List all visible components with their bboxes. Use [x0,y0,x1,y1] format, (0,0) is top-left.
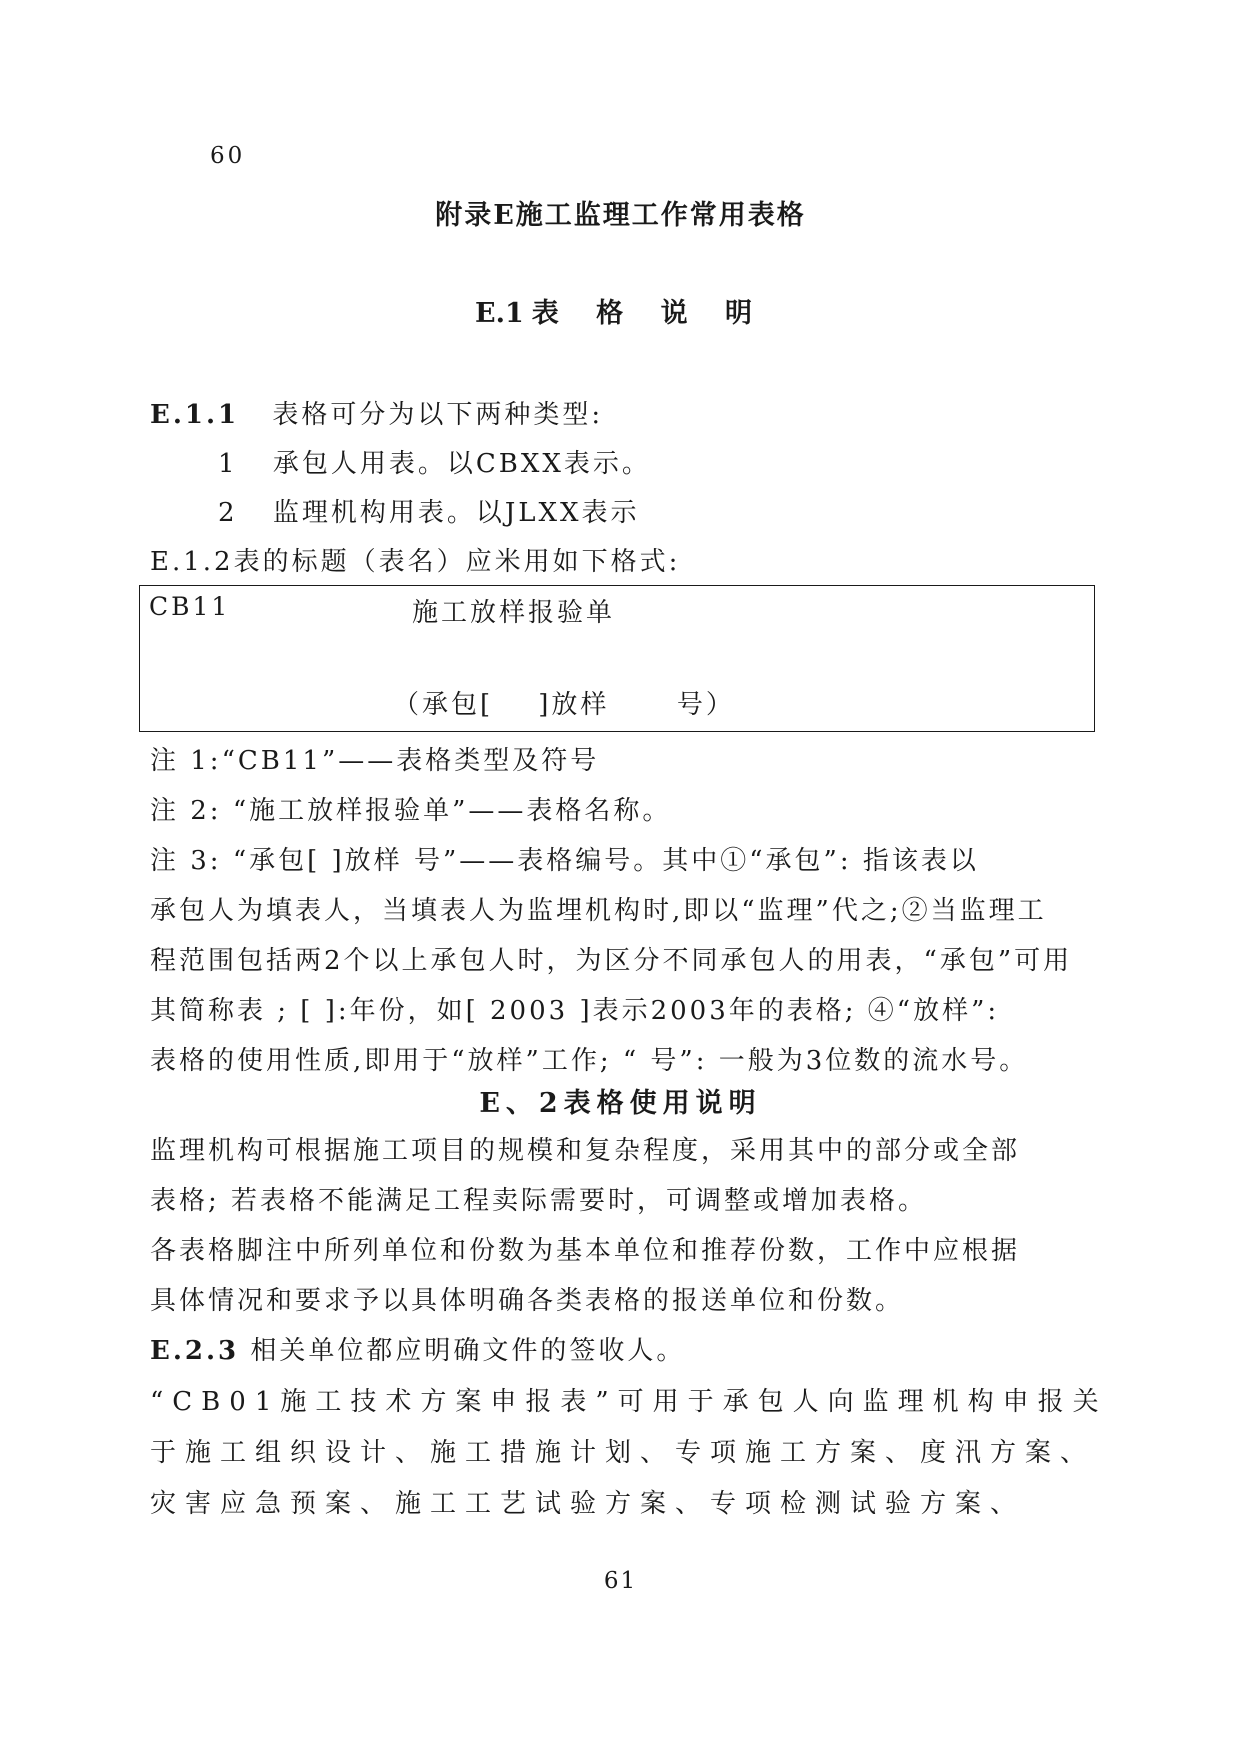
clause-e-1-1 [150,394,603,431]
form-number-format: （承包[ ]放样 号） [393,690,735,720]
section-number: E.1 [475,298,524,329]
section-heading-e1 [0,291,1241,330]
title-format-sample-box [139,585,1095,732]
clause-e-2-3 [150,1330,685,1367]
list-item-index: 2 [218,498,238,528]
paragraph-line: 各表格脚注中所列单位和份数为基本单位和推荐份数，工作中应根据 [150,1236,1021,1266]
paragraph-line: “CB01施工技术方案申报表”可用于承包人向监理机构申报关 [150,1387,1108,1417]
note-1: 注 1:“CB11”——表格类型及符号 [150,746,600,776]
clause-e-1-2: E.1.2表的标题（表名）应米用如下格式: [150,547,681,577]
note-3-line: 其简称表 ; [ ]:年份，如[ 2003 ]表示2003年的表格; ④“放样”: [150,996,1000,1026]
appendix-title: 附录E施工监理工作常用表格 [435,200,806,231]
note-2: 注 2: “施工放样报验单”——表格名称。 [150,796,672,826]
clause-number: E.1.1 [150,400,240,430]
section-heading-e2: E、2表格使用说明 [479,1088,762,1119]
list-item-text: 承包人用表。以CBXX表示。 [272,449,651,479]
clause-number: E.2.3 [150,1336,240,1366]
form-name: 施工放样报验单 [412,598,616,628]
form-code: CB11 [149,592,231,621]
clause-text: 相关单位都应明确文件的签收人。 [250,1336,686,1366]
note-3-line: 程范围包括两2个以上承包人时，为区分不同承包人的用表，“承包”可用 [150,946,1073,976]
list-item-index: 1 [218,449,238,479]
list-item [218,492,640,529]
clause-text: 表格可分为以下两种类型: [272,400,604,430]
list-item [218,443,651,480]
paragraph-line: 监理机构可根据施工项目的规模和复杂程度，采用其中的部分或全部 [150,1136,1021,1166]
note-3-line: 表格的使用性质,即用于“放样”工作; “ 号”: 一般为3位数的流水号。 [150,1046,1029,1076]
note-3-line: 注 3: “承包[ ]放样 号”——表格编号。其中①“承包”: 指该表以 [150,846,979,876]
section-title: 表 格 说 明 [531,298,766,329]
page-number-bottom: 61 [603,1568,638,1594]
paragraph-line: 表格; 若表格不能满足工程卖际需要时，可调整或增加表格。 [150,1186,928,1216]
paragraph-line: 具体情况和要求予以具体明确各类表格的报送单位和份数。 [150,1286,905,1316]
paragraph-line: 于施工组织设计、施工措施计划、专项施工方案、度汛方案、 [150,1438,1096,1468]
page-number-top: 60 [210,143,246,169]
paragraph-line: 灾害应急预案、施工工艺试验方案、专项检测试验方案、 [150,1489,1026,1519]
note-3-line: 承包人为填表人，当填表人为监埋机构时,即以“监理”代之;②当监理工 [150,896,1047,926]
list-item-text: 监理机构用表。以JLXX表示 [272,498,640,528]
